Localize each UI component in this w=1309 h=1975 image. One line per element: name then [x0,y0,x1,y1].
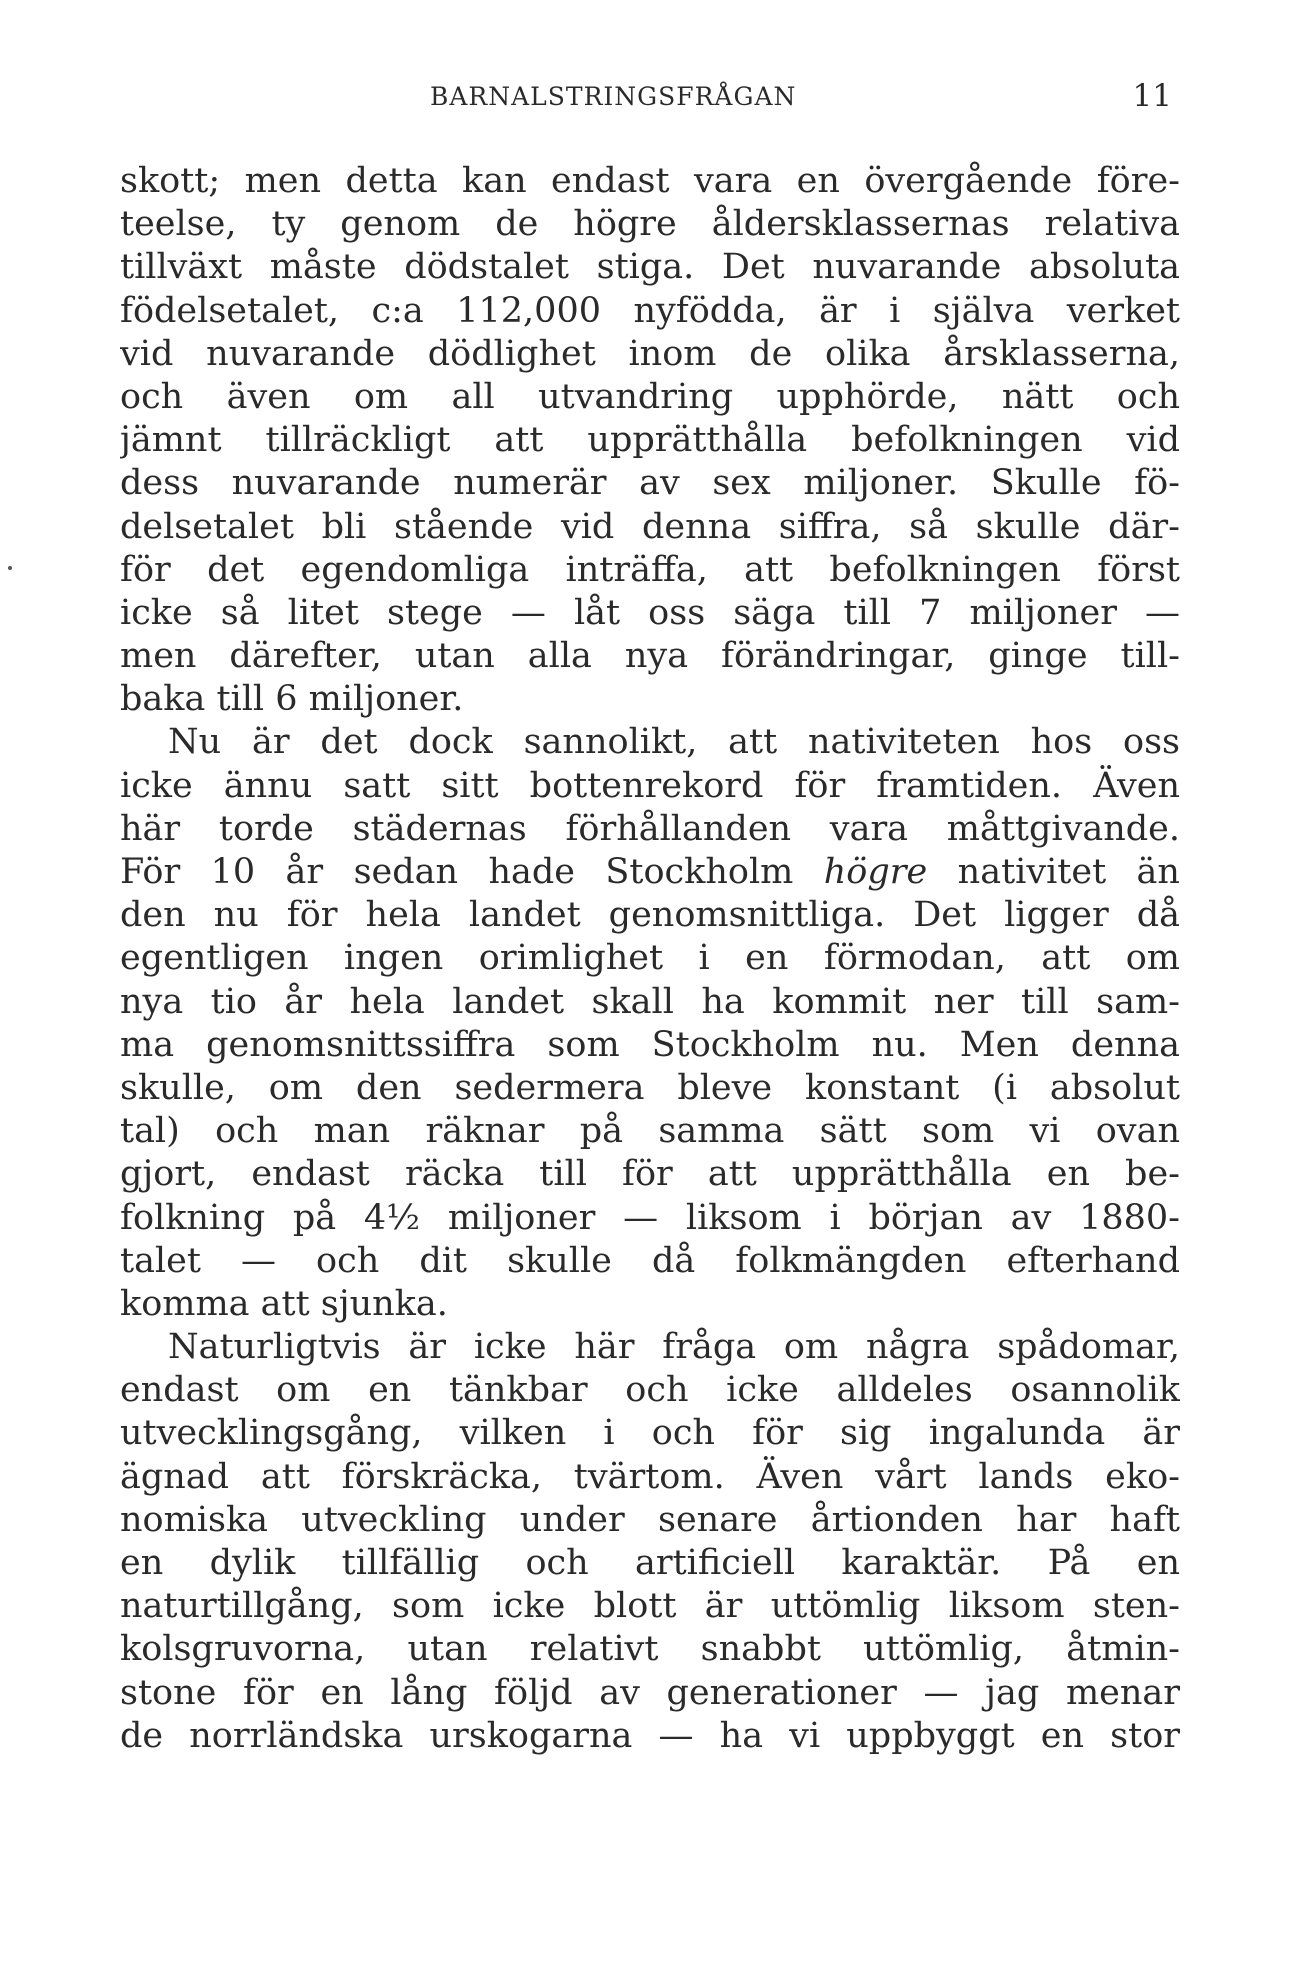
text-line: födelsetalet, c:a 112,000 nyfödda, är i själva verket [120,290,1180,331]
page-number: 11 [1132,78,1172,114]
text-line: naturtillgång, som icke blott är uttömlig liksom sten- [120,1586,1180,1627]
text-line: den nu för hela landet genomsnittliga. Det ligger då [120,895,1180,936]
running-title: BARNALSTRINGSFRÅGAN [430,82,797,111]
text-line-with-emphasis [120,851,1180,894]
text-line: för det egendomliga inträffa, att befolkningen först [120,549,1180,590]
text-line: teelse, ty genom de högre åldersklassernas relativa [120,204,1180,245]
text-line: kolsgruvorna, utan relativt snabbt uttömlig, åtmin- [120,1629,1180,1670]
text-line: gjort, endast räcka till för att upprätthålla en be- [120,1154,1180,1195]
text-line: och även om all utvandring upphörde, nätt och [120,376,1180,417]
text-line: utvecklingsgång, vilken i och för sig ingalunda är [120,1413,1180,1454]
text-line: egentligen ingen orimlighet i en förmodan, att om [120,938,1180,979]
text-line: ägnad att förskräcka, tvärtom. Även vårt lands eko- [120,1456,1180,1497]
text-line: delsetalet bli stående vid denna siffra, så skulle där- [120,506,1180,547]
text-line: här torde städernas förhållanden vara måttgivande. [120,808,1180,849]
text-line: skott; men detta kan endast vara en övergående före- [120,161,1180,201]
stray-ink-mark [8,566,12,570]
text-line: men därefter, utan alla nya förändringar, ginge till- [120,636,1180,677]
text-line: komma att sjunka. [120,1283,448,1324]
text-line: Naturligtvis är icke här fråga om några spådomar, [168,1327,1180,1368]
text-line: ma genomsnittssiffra som Stockholm nu. Men denna [120,1024,1180,1065]
text-line: de norrländska urskogarna — ha vi uppbyggt en stor [120,1715,1180,1756]
text-segment: För 10 år sedan hade Stockholm [120,852,794,892]
text-line: nomiska utveckling under senare årtionden har haft [120,1499,1180,1540]
text-line: jämnt tillräckligt att upprätthålla befolkningen vid [120,420,1180,461]
emphasized-word: högre [823,852,928,892]
text-line: dess nuvarande numerär av sex miljoner. Skulle fö- [120,463,1180,504]
text-line: folkning på 4½ miljoner — liksom i början av 1880- [120,1197,1180,1238]
text-line: baka till 6 miljoner. [120,679,464,720]
text-line: stone för en lång följd av generationer — jag menar [120,1672,1180,1713]
text-line: vid nuvarande dödlighet inom de olika årsklasserna, [120,333,1180,374]
text-line: icke så litet stege — låt oss säga till 7 miljoner — [120,592,1180,633]
text-line: en dylik tillfällig och artificiell karaktär. På en [120,1543,1180,1583]
text-line: nya tio år hela landet skall ha kommit ner till sam- [120,981,1180,1022]
text-line: skulle, om den sedermera bleve konstant (i absolut [120,1067,1180,1108]
text-segment: nativitet än [957,852,1180,892]
text-line: icke ännu satt sitt bottenrekord för framtiden. Även [120,765,1180,806]
text-line: tal) och man räknar på samma sätt som vi ovan [120,1111,1180,1152]
text-line: talet — och dit skulle då folkmängden efterhand [120,1240,1180,1281]
running-head [120,78,1180,118]
text-line: endast om en tänkbar och icke alldeles osannolik [120,1370,1180,1411]
text-line: Nu är det dock sannolikt, att nativiteten hos oss [168,722,1180,763]
body-text [120,160,1180,1758]
text-line: tillväxt måste dödstalet stiga. Det nuvarande absoluta [120,247,1180,288]
